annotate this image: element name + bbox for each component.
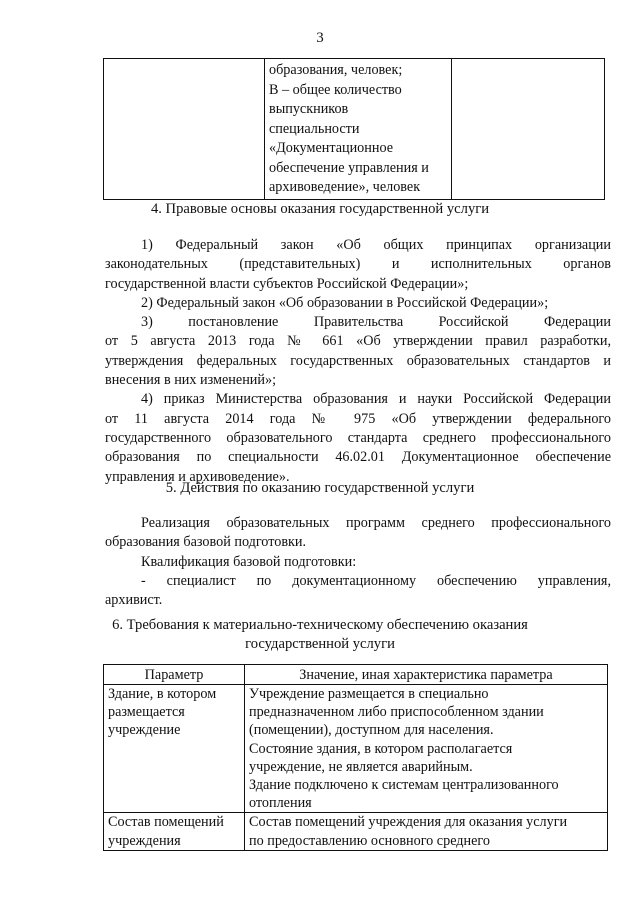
param-line: учреждение [108,722,181,739]
cell-line: «Документационное [269,140,394,156]
cell-line: В – общее количество [269,81,402,98]
requirements-table [103,664,608,851]
item-4-line: государственного образовательного стандарта среднего профессионального [105,429,611,446]
value-cell [245,685,608,813]
param-line: Здание, в котором [108,686,217,702]
item-3-line: утверждения федеральных государственных образовательных стандартов и [105,352,611,369]
section-5-para-line: архивист. [105,592,163,609]
value-line: по предоставлению основного среднего [249,832,490,849]
section-4-body [105,236,611,487]
value-line: Здание подключено к системам централизованного [249,777,559,794]
item-4-line: 4) приказ Министерства образования и науки Российской Федерации [141,391,611,408]
header-value: Значение, иная характеристика параметра [245,665,608,685]
param-cell [104,813,245,850]
value-line: Состояние здания, в котором располагается [249,740,513,757]
item-3-line: внесения в них изменений»; [105,372,277,389]
item-1-line: законодательных (представительных) и исполнительных органов [105,256,611,273]
item-1-line: 1) Федеральный закон «Об общих принципах организации [141,237,611,253]
cell-line: выпускников [269,101,349,117]
value-line: Учреждение размещается в специально [249,686,489,702]
empty-cell-left [104,59,265,200]
cell-line: обеспечение управления и [269,159,429,176]
param-line: размещается [108,704,185,721]
header-param: Параметр [104,665,245,685]
empty-cell-right [452,59,605,200]
cell-line: архивоведение», человек [269,179,421,195]
item-3-line: 3) постановление Правительства Российской Федерации [141,314,611,331]
value-line: учреждение, не является аварийным. [249,758,473,775]
item-4-line: образования по специальности 46.02.01 Документационное обеспечение [105,449,611,466]
cell-line: специальности [269,120,360,137]
page-number: 3 [316,30,324,46]
item-2-line: 2) Федеральный закон «Об образовании в Российской Федерации»; [141,294,549,311]
item-4-line: управления и архивоведение». [105,468,290,485]
section-5-body [105,514,611,610]
table-header-row [104,665,608,685]
item-3-line: от 5 августа 2013 года № 661 «Об утверждении правил разработки, [105,333,611,350]
section-5-para-line: Реализация образовательных программ среднего профессионального [141,515,611,531]
section-6-heading-line-1: 6. Требования к материально-техническому обеспечению оказания [112,617,528,633]
value-line: отопления [249,795,312,812]
param-line: Состав помещений [108,814,224,831]
value-line: (помещении), доступном для населения. [249,722,494,739]
section-6-heading-line-2: государственной услуги [245,636,395,652]
value-line: Состав помещений учреждения для оказания услуги [249,814,568,831]
table-row [104,813,608,850]
cell-line: образования, человек; [269,62,403,78]
value-cell [245,813,608,850]
section-5-para-line: Квалификация базовой подготовки: [141,553,357,570]
section-4-heading: 4. Правовые основы оказания государственной услуги [150,201,490,217]
item-1-line: государственной власти субъектов Российской Федерации»; [105,275,469,292]
param-cell [104,685,245,813]
value-line: предназначенном либо приспособленном здании [249,704,544,721]
table-row [104,685,608,813]
section-5-para-line: образования базовой подготовки. [105,534,307,551]
continuation-table [103,58,605,200]
section-5-heading: 5. Действия по оказанию государственной услуги [165,480,475,496]
formula-description-cell [265,59,452,200]
param-line: учреждения [108,832,181,849]
section-5-para-line: - специалист по документационному обеспечению управления, [141,572,611,589]
item-4-line: от 11 августа 2014 года № 975 «Об утверждении федерального [105,410,611,427]
